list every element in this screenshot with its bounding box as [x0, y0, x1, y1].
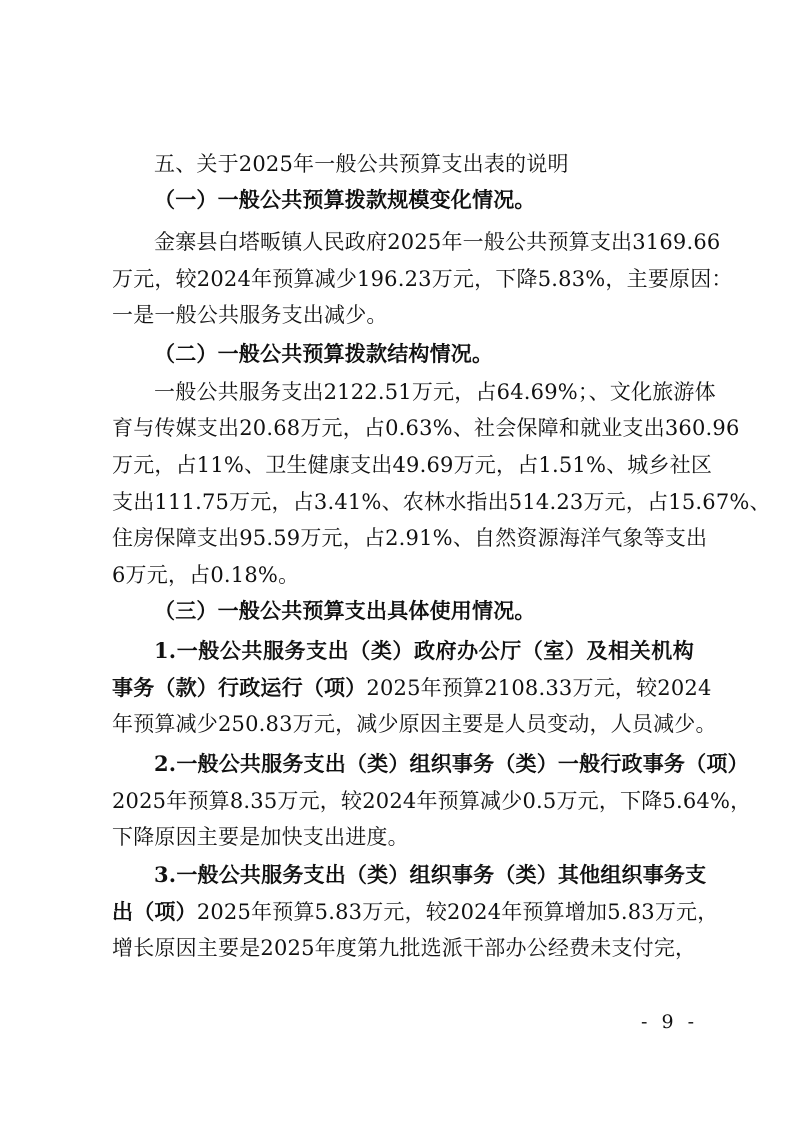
paragraph-line: 万元，占11%、卫生健康支出49.69万元，占1.51%、城乡社区 [112, 453, 713, 477]
item-one-heading-cont: 事务（款）行政运行（项） [112, 675, 367, 700]
subsection-one-heading: （一）一般公共预算拨款规模变化情况。 [154, 187, 536, 212]
item-three-heading-cont: 出（项） [112, 899, 197, 924]
paragraph-line: 一般公共服务支出2122.51万元，占64.69%；、文化旅游体 [154, 380, 716, 404]
paragraph-line: 下降原因主要是加快支出进度。 [112, 825, 409, 849]
paragraph-line: 增长原因主要是2025年度第九批选派干部办公经费未支付完， [112, 936, 697, 960]
paragraph-line: 年预算减少250.83万元，减少原因主要是人员变动，人员减少。 [112, 712, 717, 736]
item-three-text: 2025年预算5.83万元，较2024年预算增加5.83万元， [196, 900, 719, 924]
paragraph-line: 一是一般公共服务支出减少。 [112, 303, 388, 327]
item-one-heading: 1.一般公共服务支出（类）政府办公厅（室）及相关机构 [154, 638, 694, 663]
subsection-two-heading: （二）一般公共预算拨款结构情况。 [154, 341, 494, 366]
page-number: - 9 - [640, 1011, 698, 1033]
paragraph-line: 万元，较2024年预算减少196.23万元，下降5.83%，主要原因： [112, 267, 733, 291]
item-one-text: 2025年预算2108.33万元，较2024 [366, 676, 712, 700]
paragraph-line: 6万元，占0.18%。 [112, 563, 300, 587]
paragraph-line: 住房保障支出95.59万元，占2.91%、自然资源海洋气象等支出 [112, 526, 708, 550]
item-two-heading: 2.一般公共服务支出（类）组织事务（类）一般行政事务（项） [154, 751, 749, 776]
paragraph-line: 2025年预算8.35万元，较2024年预算减少0.5万元，下降5.64%， [112, 789, 752, 813]
paragraph-line: 育与传媒支出20.68万元，占0.63%、社会保障和就业支出360.96 [112, 416, 740, 440]
paragraph-line: 支出111.75万元，占3.41%、农林水指出514.23万元，占15.67%、 [112, 490, 771, 514]
paragraph-line [112, 898, 719, 926]
subsection-three-heading: （三）一般公共预算支出具体使用情况。 [154, 598, 536, 623]
paragraph-line [112, 674, 712, 702]
item-three-heading: 3.一般公共服务支出（类）组织事务（类）其他组织事务支 [154, 862, 707, 887]
section-five-heading: 五、关于2025年一般公共预算支出表的说明 [154, 152, 569, 176]
paragraph-line: 金寨县白塔畈镇人民政府2025年一般公共预算支出3169.66 [154, 230, 721, 254]
